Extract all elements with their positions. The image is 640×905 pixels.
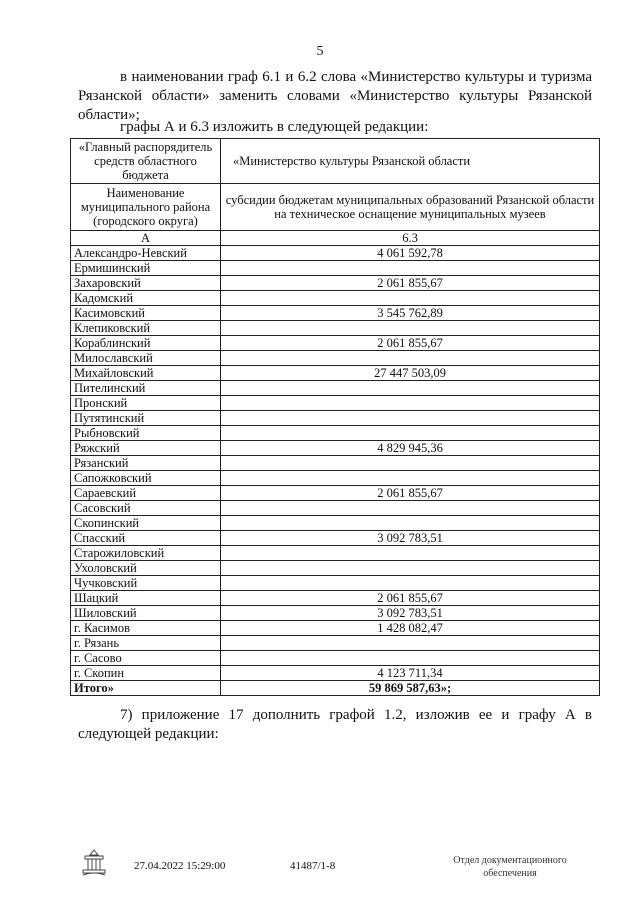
table-row — [71, 366, 600, 381]
subsidy-value — [221, 261, 600, 276]
table-row — [71, 591, 600, 606]
table-row — [71, 291, 600, 306]
table-row — [71, 501, 600, 516]
header-row-columns — [71, 231, 600, 246]
page-number: 5 — [316, 44, 324, 59]
table-row — [71, 561, 600, 576]
total-label: Итого» — [71, 681, 221, 696]
header-district-label: Наименование муниципального района (городского округа) — [71, 184, 221, 231]
subsidy-value: 4 829 945,36 — [221, 441, 600, 456]
subsidy-value — [221, 411, 600, 426]
table-row — [71, 381, 600, 396]
footer-department-stamp — [430, 854, 590, 880]
subsidy-value: 2 061 855,67 — [221, 276, 600, 291]
district-name: Клепиковский — [71, 321, 221, 336]
subsidy-value: 4 123 711,34 — [221, 666, 600, 681]
table-row — [71, 471, 600, 486]
header-row-names — [71, 184, 600, 231]
subsidy-value — [221, 501, 600, 516]
district-name: Скопинский — [71, 516, 221, 531]
district-name: Путятинский — [71, 411, 221, 426]
subsidy-value: 3 092 783,51 — [221, 606, 600, 621]
district-name: Михайловский — [71, 366, 221, 381]
column-a-label: А — [71, 231, 221, 246]
subsidy-value — [221, 546, 600, 561]
table-row — [71, 576, 600, 591]
table-row — [71, 321, 600, 336]
district-name: Шацкий — [71, 591, 221, 606]
footer-datetime: 27.04.2022 15:29:00 — [134, 860, 226, 872]
table-row — [71, 246, 600, 261]
district-name: Кадомский — [71, 291, 221, 306]
paragraph-appendix-17: 7) приложение 17 дополнить графой 1.2, изложив ее и графу А в следующей редакции: — [78, 707, 592, 742]
table-row — [71, 411, 600, 426]
table-row — [71, 276, 600, 291]
subsidy-value — [221, 351, 600, 366]
table-row — [71, 546, 600, 561]
header-subsidy-label: субсидии бюджетам муниципальных образований Рязанской области на техническое оснащение муниципальных музеев — [221, 184, 600, 231]
subsidy-value — [221, 396, 600, 411]
subsidy-value: 2 061 855,67 — [221, 591, 600, 606]
district-name: Ухоловский — [71, 561, 221, 576]
header-ministry: «Министерство культуры Рязанской области — [221, 139, 600, 184]
subsidy-value: 3 545 762,89 — [221, 306, 600, 321]
district-name: Чучковский — [71, 576, 221, 591]
total-row — [71, 681, 600, 696]
subsidy-value: 2 061 855,67 — [221, 486, 600, 501]
district-name: Ермишинский — [71, 261, 221, 276]
district-name: Сапожковский — [71, 471, 221, 486]
district-name: Милославский — [71, 351, 221, 366]
district-name: Ряжский — [71, 441, 221, 456]
duma-emblem-icon — [80, 848, 108, 878]
subsidy-value: 2 061 855,67 — [221, 336, 600, 351]
district-name: Рязанский — [71, 456, 221, 471]
table-row — [71, 636, 600, 651]
district-name: Пителинский — [71, 381, 221, 396]
header-row-distributor — [71, 139, 600, 184]
table-row — [71, 486, 600, 501]
total-value: 59 869 587,63»; — [221, 681, 600, 696]
table-row — [71, 516, 600, 531]
paragraph-rename: в наименовании граф 6.1 и 6.2 слова «Министерство культуры и туризма Рязанской области» заменить словами «Министерство культуры Рязанской области»; — [78, 69, 592, 123]
paragraph-columns: графы А и 6.3 изложить в следующей редакции: — [120, 119, 429, 135]
table-row — [71, 606, 600, 621]
district-name: Шиловский — [71, 606, 221, 621]
table-row — [71, 666, 600, 681]
footer-doc-number: 41487/1-8 — [290, 860, 336, 872]
subsidy-value — [221, 291, 600, 306]
subsidy-value — [221, 381, 600, 396]
table-row — [71, 396, 600, 411]
subsidy-value — [221, 456, 600, 471]
footer-dept-line2: обеспечения — [483, 868, 537, 879]
table-row — [71, 531, 600, 546]
subsidy-value — [221, 321, 600, 336]
table-row — [71, 651, 600, 666]
subsidy-value — [221, 636, 600, 651]
table-row — [71, 621, 600, 636]
district-name: Рыбновский — [71, 426, 221, 441]
district-name: Касимовский — [71, 306, 221, 321]
column-63-label: 6.3 — [221, 231, 600, 246]
subsidy-value — [221, 516, 600, 531]
district-name: г. Скопин — [71, 666, 221, 681]
table-row — [71, 351, 600, 366]
district-name: г. Сасово — [71, 651, 221, 666]
table-row — [71, 261, 600, 276]
district-name: Сараевский — [71, 486, 221, 501]
district-name: Захаровский — [71, 276, 221, 291]
subsidy-value — [221, 576, 600, 591]
header-distributor-label: «Главный распорядитель средств областного бюджета — [71, 139, 221, 184]
district-name: Александро-Невский — [71, 246, 221, 261]
district-name: г. Рязань — [71, 636, 221, 651]
table-row — [71, 306, 600, 321]
subsidy-value: 3 092 783,51 — [221, 531, 600, 546]
subsidy-value: 27 447 503,09 — [221, 366, 600, 381]
table-row — [71, 456, 600, 471]
table-row — [71, 426, 600, 441]
district-name: Сасовский — [71, 501, 221, 516]
subsidy-value — [221, 651, 600, 666]
district-name: Старожиловский — [71, 546, 221, 561]
subsidy-value — [221, 561, 600, 576]
subsidy-value: 1 428 082,47 — [221, 621, 600, 636]
subsidy-value — [221, 471, 600, 486]
subsidy-value: 4 061 592,78 — [221, 246, 600, 261]
district-name: Спасский — [71, 531, 221, 546]
district-name: Пронский — [71, 396, 221, 411]
district-name: г. Касимов — [71, 621, 221, 636]
table-row — [71, 336, 600, 351]
district-name: Кораблинский — [71, 336, 221, 351]
subsidy-value — [221, 426, 600, 441]
table-row — [71, 441, 600, 456]
distribution-table — [70, 138, 600, 696]
footer-dept-line1: Отдел документационного — [453, 855, 567, 866]
